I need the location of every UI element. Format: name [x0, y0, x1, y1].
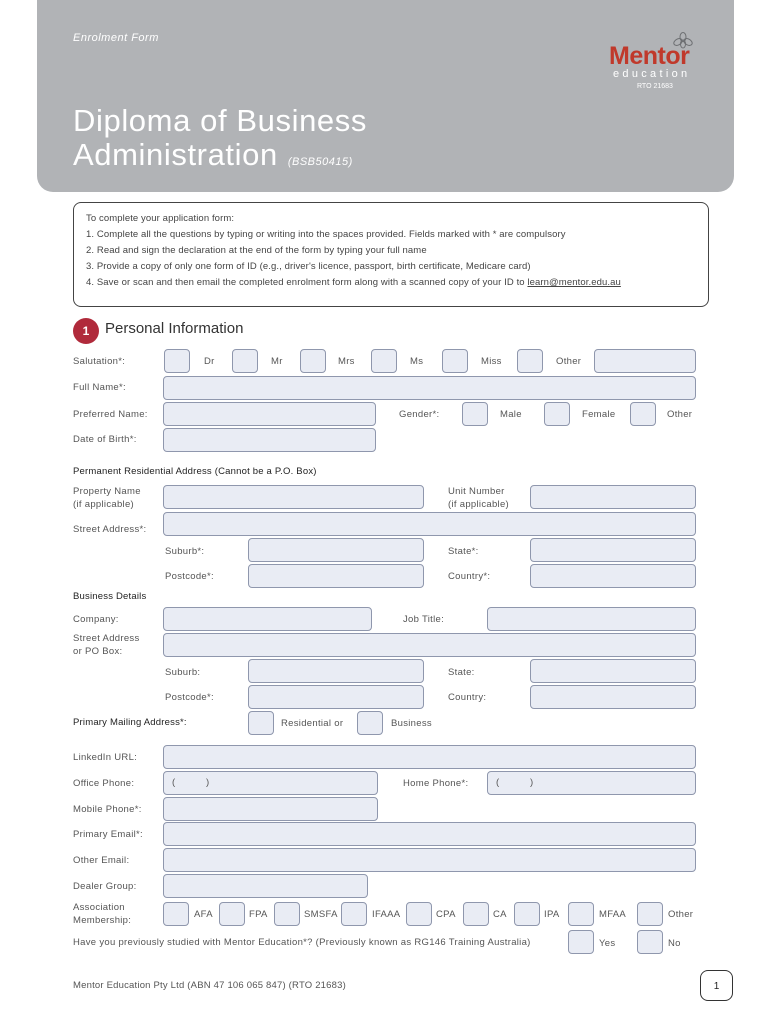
mailing-residential-label: Residential or: [281, 718, 344, 729]
logo-wordmark: Mentor: [609, 42, 690, 70]
salutation-other-label: Other: [556, 356, 582, 367]
association-smsfa-label: SMSFA: [304, 909, 338, 920]
primary-email-label: Primary Email*:: [73, 829, 143, 840]
job-title-label: Job Title:: [403, 614, 445, 625]
address-heading: Permanent Residential Address (Cannot be a P.O. Box): [73, 466, 317, 477]
association-fpa-checkbox[interactable]: [219, 902, 245, 926]
mailing-address-label: Primary Mailing Address*:: [73, 717, 187, 728]
street-address-input[interactable]: [163, 512, 696, 536]
email-link[interactable]: learn@mentor.edu.au: [527, 277, 621, 288]
business-postcode-input[interactable]: [248, 685, 424, 709]
unit-number-input[interactable]: [530, 485, 696, 509]
state-label: State*:: [448, 546, 479, 557]
full-name-input[interactable]: [163, 376, 696, 400]
company-label: Company:: [73, 614, 119, 625]
primary-email-input[interactable]: [163, 822, 696, 846]
salutation-ms-label: Ms: [410, 356, 424, 367]
mobile-phone-label: Mobile Phone*:: [73, 804, 142, 815]
association-ifaaa-checkbox[interactable]: [341, 902, 367, 926]
suburb-label: Suburb*:: [165, 546, 205, 557]
salutation-mr-label: Mr: [271, 356, 283, 367]
footer-company: Mentor Education Pty Ltd (ABN 47 106 065 847) (RTO 21683): [73, 980, 346, 991]
salutation-other-input[interactable]: [594, 349, 696, 373]
home-phone-area-close: ): [530, 777, 534, 788]
instruction-step: 2. Read and sign the declaration at the end of the form by typing your full name: [86, 245, 427, 256]
gender-female-label: Female: [582, 409, 616, 420]
association-ifaaa-label: IFAAA: [372, 909, 401, 920]
home-phone-label: Home Phone*:: [403, 778, 469, 789]
section-title: Personal Information: [105, 320, 244, 337]
job-title-input[interactable]: [487, 607, 696, 631]
salutation-miss-label: Miss: [481, 356, 502, 367]
association-other-label: Other: [668, 909, 694, 920]
country-input[interactable]: [530, 564, 696, 588]
previous-study-no-label: No: [668, 938, 681, 949]
unit-number-label: [448, 485, 509, 511]
property-name-input[interactable]: [163, 485, 424, 509]
logo-subtitle: education: [613, 68, 691, 80]
section-number-badge: 1: [73, 318, 99, 344]
unit-number-label-line: (if applicable): [448, 499, 509, 510]
office-phone-label: Office Phone:: [73, 778, 135, 789]
postcode-input[interactable]: [248, 564, 424, 588]
previous-study-no-checkbox[interactable]: [637, 930, 663, 954]
business-suburb-label: Suburb:: [165, 667, 201, 678]
salutation-miss-checkbox[interactable]: [442, 349, 468, 373]
course-code: (BSB50415): [287, 156, 353, 168]
home-phone-area-open: (: [496, 777, 500, 788]
association-other-checkbox[interactable]: [637, 902, 663, 926]
title-line-2: [73, 138, 367, 179]
association-ipa-checkbox[interactable]: [514, 902, 540, 926]
association-afa-checkbox[interactable]: [163, 902, 189, 926]
state-input[interactable]: [530, 538, 696, 562]
other-email-label: Other Email:: [73, 855, 130, 866]
other-email-input[interactable]: [163, 848, 696, 872]
dealer-group-input[interactable]: [163, 874, 368, 898]
instructions-box: [73, 202, 709, 307]
business-postcode-label: Postcode*:: [165, 692, 214, 703]
instruction-step: 1. Complete all the questions by typing or writing into the spaces provided. Fields marked with * are compulsory: [86, 229, 566, 240]
business-heading: Business Details: [73, 591, 147, 602]
gender-male-checkbox[interactable]: [462, 402, 488, 426]
suburb-input[interactable]: [248, 538, 424, 562]
business-street-label-line: or PO Box:: [73, 646, 123, 657]
logo-rto: RTO 21683: [637, 83, 673, 90]
full-name-label: Full Name*:: [73, 382, 126, 393]
preferred-name-label: Preferred Name:: [73, 409, 148, 420]
business-street-label-line: Street Address: [73, 633, 140, 644]
mobile-phone-input[interactable]: [163, 797, 378, 821]
office-phone-area-open: (: [172, 777, 176, 788]
salutation-other-checkbox[interactable]: [517, 349, 543, 373]
unit-number-label-line: Unit Number: [448, 486, 505, 497]
dealer-group-label: Dealer Group:: [73, 881, 137, 892]
business-street-input[interactable]: [163, 633, 696, 657]
association-label-line: Association: [73, 902, 125, 913]
salutation-ms-checkbox[interactable]: [371, 349, 397, 373]
salutation-mrs-label: Mrs: [338, 356, 355, 367]
association-ca-label: CA: [493, 909, 507, 920]
business-state-label: State:: [448, 667, 475, 678]
previous-study-yes-checkbox[interactable]: [568, 930, 594, 954]
salutation-dr-label: Dr: [204, 356, 215, 367]
association-ca-checkbox[interactable]: [463, 902, 489, 926]
gender-other-checkbox[interactable]: [630, 402, 656, 426]
office-phone-area-close: ): [206, 777, 210, 788]
business-suburb-input[interactable]: [248, 659, 424, 683]
mailing-residential-checkbox[interactable]: [248, 711, 274, 735]
business-country-label: Country:: [448, 692, 487, 703]
association-ipa-label: IPA: [544, 909, 560, 920]
preferred-name-input[interactable]: [163, 402, 376, 426]
association-fpa-label: FPA: [249, 909, 268, 920]
association-smsfa-checkbox[interactable]: [274, 902, 300, 926]
salutation-mr-checkbox[interactable]: [232, 349, 258, 373]
dob-label: Date of Birth*:: [73, 434, 137, 445]
home-phone-input[interactable]: [487, 771, 696, 795]
association-label: [73, 901, 131, 927]
association-mfaa-checkbox[interactable]: [568, 902, 594, 926]
country-label: Country*:: [448, 571, 491, 582]
gender-label: Gender*:: [399, 409, 440, 420]
postcode-label: Postcode*:: [165, 571, 214, 582]
salutation-mrs-checkbox[interactable]: [300, 349, 326, 373]
property-name-label: [73, 485, 141, 511]
association-cpa-label: CPA: [436, 909, 456, 920]
title-line-1: Diploma of Business: [73, 103, 367, 138]
form-type-label: Enrolment Form: [73, 32, 159, 44]
salutation-label: Salutation*:: [73, 356, 126, 367]
association-afa-label: AFA: [194, 909, 213, 920]
business-state-input[interactable]: [530, 659, 696, 683]
salutation-dr-checkbox[interactable]: [164, 349, 190, 373]
gender-other-label: Other: [667, 409, 693, 420]
mailing-business-label: Business: [391, 718, 432, 729]
instruction-step: 3. Provide a copy of only one form of ID (e.g., driver's licence, passport, birth certificate, Medicare card): [86, 261, 531, 272]
property-name-label-line: Property Name: [73, 486, 141, 497]
dob-input[interactable]: [163, 428, 376, 452]
property-name-label-line: (if applicable): [73, 499, 134, 510]
linkedin-input[interactable]: [163, 745, 696, 769]
previous-study-yes-label: Yes: [599, 938, 616, 949]
mailing-business-checkbox[interactable]: [357, 711, 383, 735]
business-street-label: [73, 632, 140, 658]
title-line-2-text: Administration: [73, 137, 278, 172]
previous-study-label: Have you previously studied with Mentor Education*? (Previously known as RG146 Training Australia): [73, 937, 531, 948]
association-label-line: Membership:: [73, 915, 132, 926]
instruction-step-text: 4. Save or scan and then email the completed enrolment form along with a scanned copy of your ID to: [86, 277, 528, 288]
instructions-intro: To complete your application form:: [86, 213, 235, 224]
gender-female-checkbox[interactable]: [544, 402, 570, 426]
instruction-step: [86, 275, 696, 291]
street-address-label: Street Address*:: [73, 524, 147, 535]
company-input[interactable]: [163, 607, 372, 631]
linkedin-label: LinkedIn URL:: [73, 752, 138, 763]
association-cpa-checkbox[interactable]: [406, 902, 432, 926]
association-mfaa-label: MFAA: [599, 909, 627, 920]
page-number: 1: [700, 970, 733, 1001]
page-title: [73, 104, 367, 179]
business-country-input[interactable]: [530, 685, 696, 709]
gender-male-label: Male: [500, 409, 522, 420]
office-phone-input[interactable]: [163, 771, 378, 795]
